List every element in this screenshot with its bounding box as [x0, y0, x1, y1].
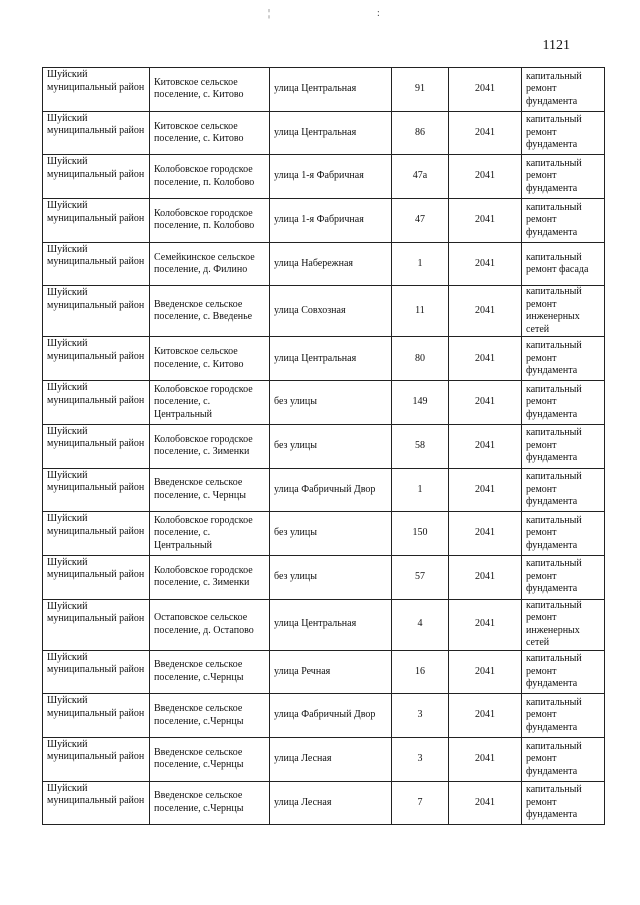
- table-row: [43, 199, 605, 243]
- district-cell: Шуйский муниципальный район: [43, 650, 150, 694]
- work-type-cell: капитальный ремонт фундамента: [522, 512, 605, 556]
- house-number-cell: 3: [392, 737, 449, 781]
- year-cell: 2041: [449, 555, 522, 599]
- page-number: 1121: [542, 38, 570, 53]
- house-number-cell: 11: [392, 286, 449, 337]
- year-cell: 2041: [449, 781, 522, 825]
- work-type-cell: капитальный ремонт фундамента: [522, 781, 605, 825]
- street-cell: улица Лесная: [270, 737, 392, 781]
- table-row: [43, 242, 605, 286]
- house-number-cell: 80: [392, 337, 449, 381]
- district-cell: Шуйский муниципальный район: [43, 111, 150, 155]
- settlement-cell: Колобовское городское поселение, с. Зименки: [150, 555, 270, 599]
- year-cell: 2041: [449, 111, 522, 155]
- year-cell: 2041: [449, 68, 522, 112]
- district-cell: Шуйский муниципальный район: [43, 555, 150, 599]
- street-cell: улица 1-я Фабричная: [270, 199, 392, 243]
- house-number-cell: 3: [392, 694, 449, 738]
- district-cell: Шуйский муниципальный район: [43, 468, 150, 512]
- table-row: [43, 337, 605, 381]
- house-number-cell: 58: [392, 424, 449, 468]
- district-cell: Шуйский муниципальный район: [43, 781, 150, 825]
- settlement-cell: Китовское сельское поселение, с. Китово: [150, 68, 270, 112]
- table-row: [43, 694, 605, 738]
- year-cell: 2041: [449, 337, 522, 381]
- settlement-cell: Колобовское городское поселение, с. Зименки: [150, 424, 270, 468]
- work-type-cell: капитальный ремонт инженерных сетей: [522, 286, 605, 337]
- district-cell: Шуйский муниципальный район: [43, 424, 150, 468]
- house-number-cell: 1: [392, 468, 449, 512]
- district-cell: Шуйский муниципальный район: [43, 286, 150, 337]
- district-cell: Шуйский муниципальный район: [43, 199, 150, 243]
- district-cell: Шуйский муниципальный район: [43, 68, 150, 112]
- house-number-cell: 91: [392, 68, 449, 112]
- street-cell: без улицы: [270, 381, 392, 425]
- street-cell: без улицы: [270, 555, 392, 599]
- table-row: [43, 781, 605, 825]
- work-type-cell: капитальный ремонт инженерных сетей: [522, 599, 605, 650]
- house-number-cell: 47а: [392, 155, 449, 199]
- work-type-cell: капитальный ремонт фундамента: [522, 694, 605, 738]
- year-cell: 2041: [449, 650, 522, 694]
- district-cell: Шуйский муниципальный район: [43, 155, 150, 199]
- district-cell: Шуйский муниципальный район: [43, 694, 150, 738]
- district-cell: Шуйский муниципальный район: [43, 512, 150, 556]
- house-number-cell: 4: [392, 599, 449, 650]
- table-row: [43, 650, 605, 694]
- year-cell: 2041: [449, 155, 522, 199]
- settlement-cell: Семейкинское сельское поселение, д. Филино: [150, 242, 270, 286]
- settlement-cell: Введенское сельское поселение, с. Чернцы: [150, 468, 270, 512]
- house-number-cell: 57: [392, 555, 449, 599]
- work-type-cell: капитальный ремонт фундамента: [522, 68, 605, 112]
- street-cell: без улицы: [270, 512, 392, 556]
- work-type-cell: капитальный ремонт фундамента: [522, 111, 605, 155]
- house-number-cell: 16: [392, 650, 449, 694]
- year-cell: 2041: [449, 737, 522, 781]
- district-cell: Шуйский муниципальный район: [43, 381, 150, 425]
- work-type-cell: капитальный ремонт фундамента: [522, 381, 605, 425]
- street-cell: улица Центральная: [270, 111, 392, 155]
- house-number-cell: 7: [392, 781, 449, 825]
- street-cell: улица Лесная: [270, 781, 392, 825]
- work-type-cell: капитальный ремонт фасада: [522, 242, 605, 286]
- district-cell: Шуйский муниципальный район: [43, 599, 150, 650]
- street-cell: улица Набережная: [270, 242, 392, 286]
- settlement-cell: Введенское сельское поселение, с.Чернцы: [150, 737, 270, 781]
- table-row: [43, 381, 605, 425]
- street-cell: улица Фабричный Двор: [270, 468, 392, 512]
- street-cell: без улицы: [270, 424, 392, 468]
- district-cell: Шуйский муниципальный район: [43, 737, 150, 781]
- settlement-cell: Остаповское сельское поселение, д. Остапово: [150, 599, 270, 650]
- year-cell: 2041: [449, 381, 522, 425]
- year-cell: 2041: [449, 599, 522, 650]
- settlement-cell: Введенское сельское поселение, с.Чернцы: [150, 781, 270, 825]
- year-cell: 2041: [449, 694, 522, 738]
- house-number-cell: 47: [392, 199, 449, 243]
- street-cell: улица Центральная: [270, 599, 392, 650]
- work-type-cell: капитальный ремонт фундамента: [522, 155, 605, 199]
- work-type-cell: капитальный ремонт фундамента: [522, 650, 605, 694]
- house-number-cell: 86: [392, 111, 449, 155]
- year-cell: 2041: [449, 424, 522, 468]
- table-row: [43, 68, 605, 112]
- settlement-cell: Введенское сельское поселение, с. Введенье: [150, 286, 270, 337]
- street-cell: улица Фабричный Двор: [270, 694, 392, 738]
- scan-mark: ¦: [268, 8, 271, 19]
- street-cell: улица 1-я Фабричная: [270, 155, 392, 199]
- work-type-cell: капитальный ремонт фундамента: [522, 737, 605, 781]
- work-type-cell: капитальный ремонт фундамента: [522, 555, 605, 599]
- settlement-cell: Китовское сельское поселение, с. Китово: [150, 337, 270, 381]
- table-row: [43, 512, 605, 556]
- street-cell: улица Речная: [270, 650, 392, 694]
- table-row: [43, 155, 605, 199]
- settlement-cell: Китовское сельское поселение, с. Китово: [150, 111, 270, 155]
- settlement-cell: Колобовское городское поселение, п. Колобово: [150, 155, 270, 199]
- house-number-cell: 1: [392, 242, 449, 286]
- registry-table: [42, 67, 605, 825]
- year-cell: 2041: [449, 468, 522, 512]
- street-cell: улица Совхозная: [270, 286, 392, 337]
- work-type-cell: капитальный ремонт фундамента: [522, 199, 605, 243]
- table-row: [43, 555, 605, 599]
- settlement-cell: Введенское сельское поселение, с.Чернцы: [150, 694, 270, 738]
- year-cell: 2041: [449, 286, 522, 337]
- settlement-cell: Колобовское городское поселение, с. Центральный: [150, 512, 270, 556]
- work-type-cell: капитальный ремонт фундамента: [522, 424, 605, 468]
- work-type-cell: капитальный ремонт фундамента: [522, 337, 605, 381]
- district-cell: Шуйский муниципальный район: [43, 242, 150, 286]
- table-row: [43, 286, 605, 337]
- year-cell: 2041: [449, 242, 522, 286]
- table-row: [43, 468, 605, 512]
- work-type-cell: капитальный ремонт фундамента: [522, 468, 605, 512]
- settlement-cell: Колобовское городское поселение, с. Центральный: [150, 381, 270, 425]
- settlement-cell: Колобовское городское поселение, п. Колобово: [150, 199, 270, 243]
- year-cell: 2041: [449, 199, 522, 243]
- table-row: [43, 737, 605, 781]
- table-row: [43, 424, 605, 468]
- table-row: [43, 599, 605, 650]
- district-cell: Шуйский муниципальный район: [43, 337, 150, 381]
- settlement-cell: Введенское сельское поселение, с.Чернцы: [150, 650, 270, 694]
- street-cell: улица Центральная: [270, 337, 392, 381]
- table-row: [43, 111, 605, 155]
- house-number-cell: 150: [392, 512, 449, 556]
- house-number-cell: 149: [392, 381, 449, 425]
- year-cell: 2041: [449, 512, 522, 556]
- street-cell: улица Центральная: [270, 68, 392, 112]
- scan-mark: :: [377, 8, 380, 19]
